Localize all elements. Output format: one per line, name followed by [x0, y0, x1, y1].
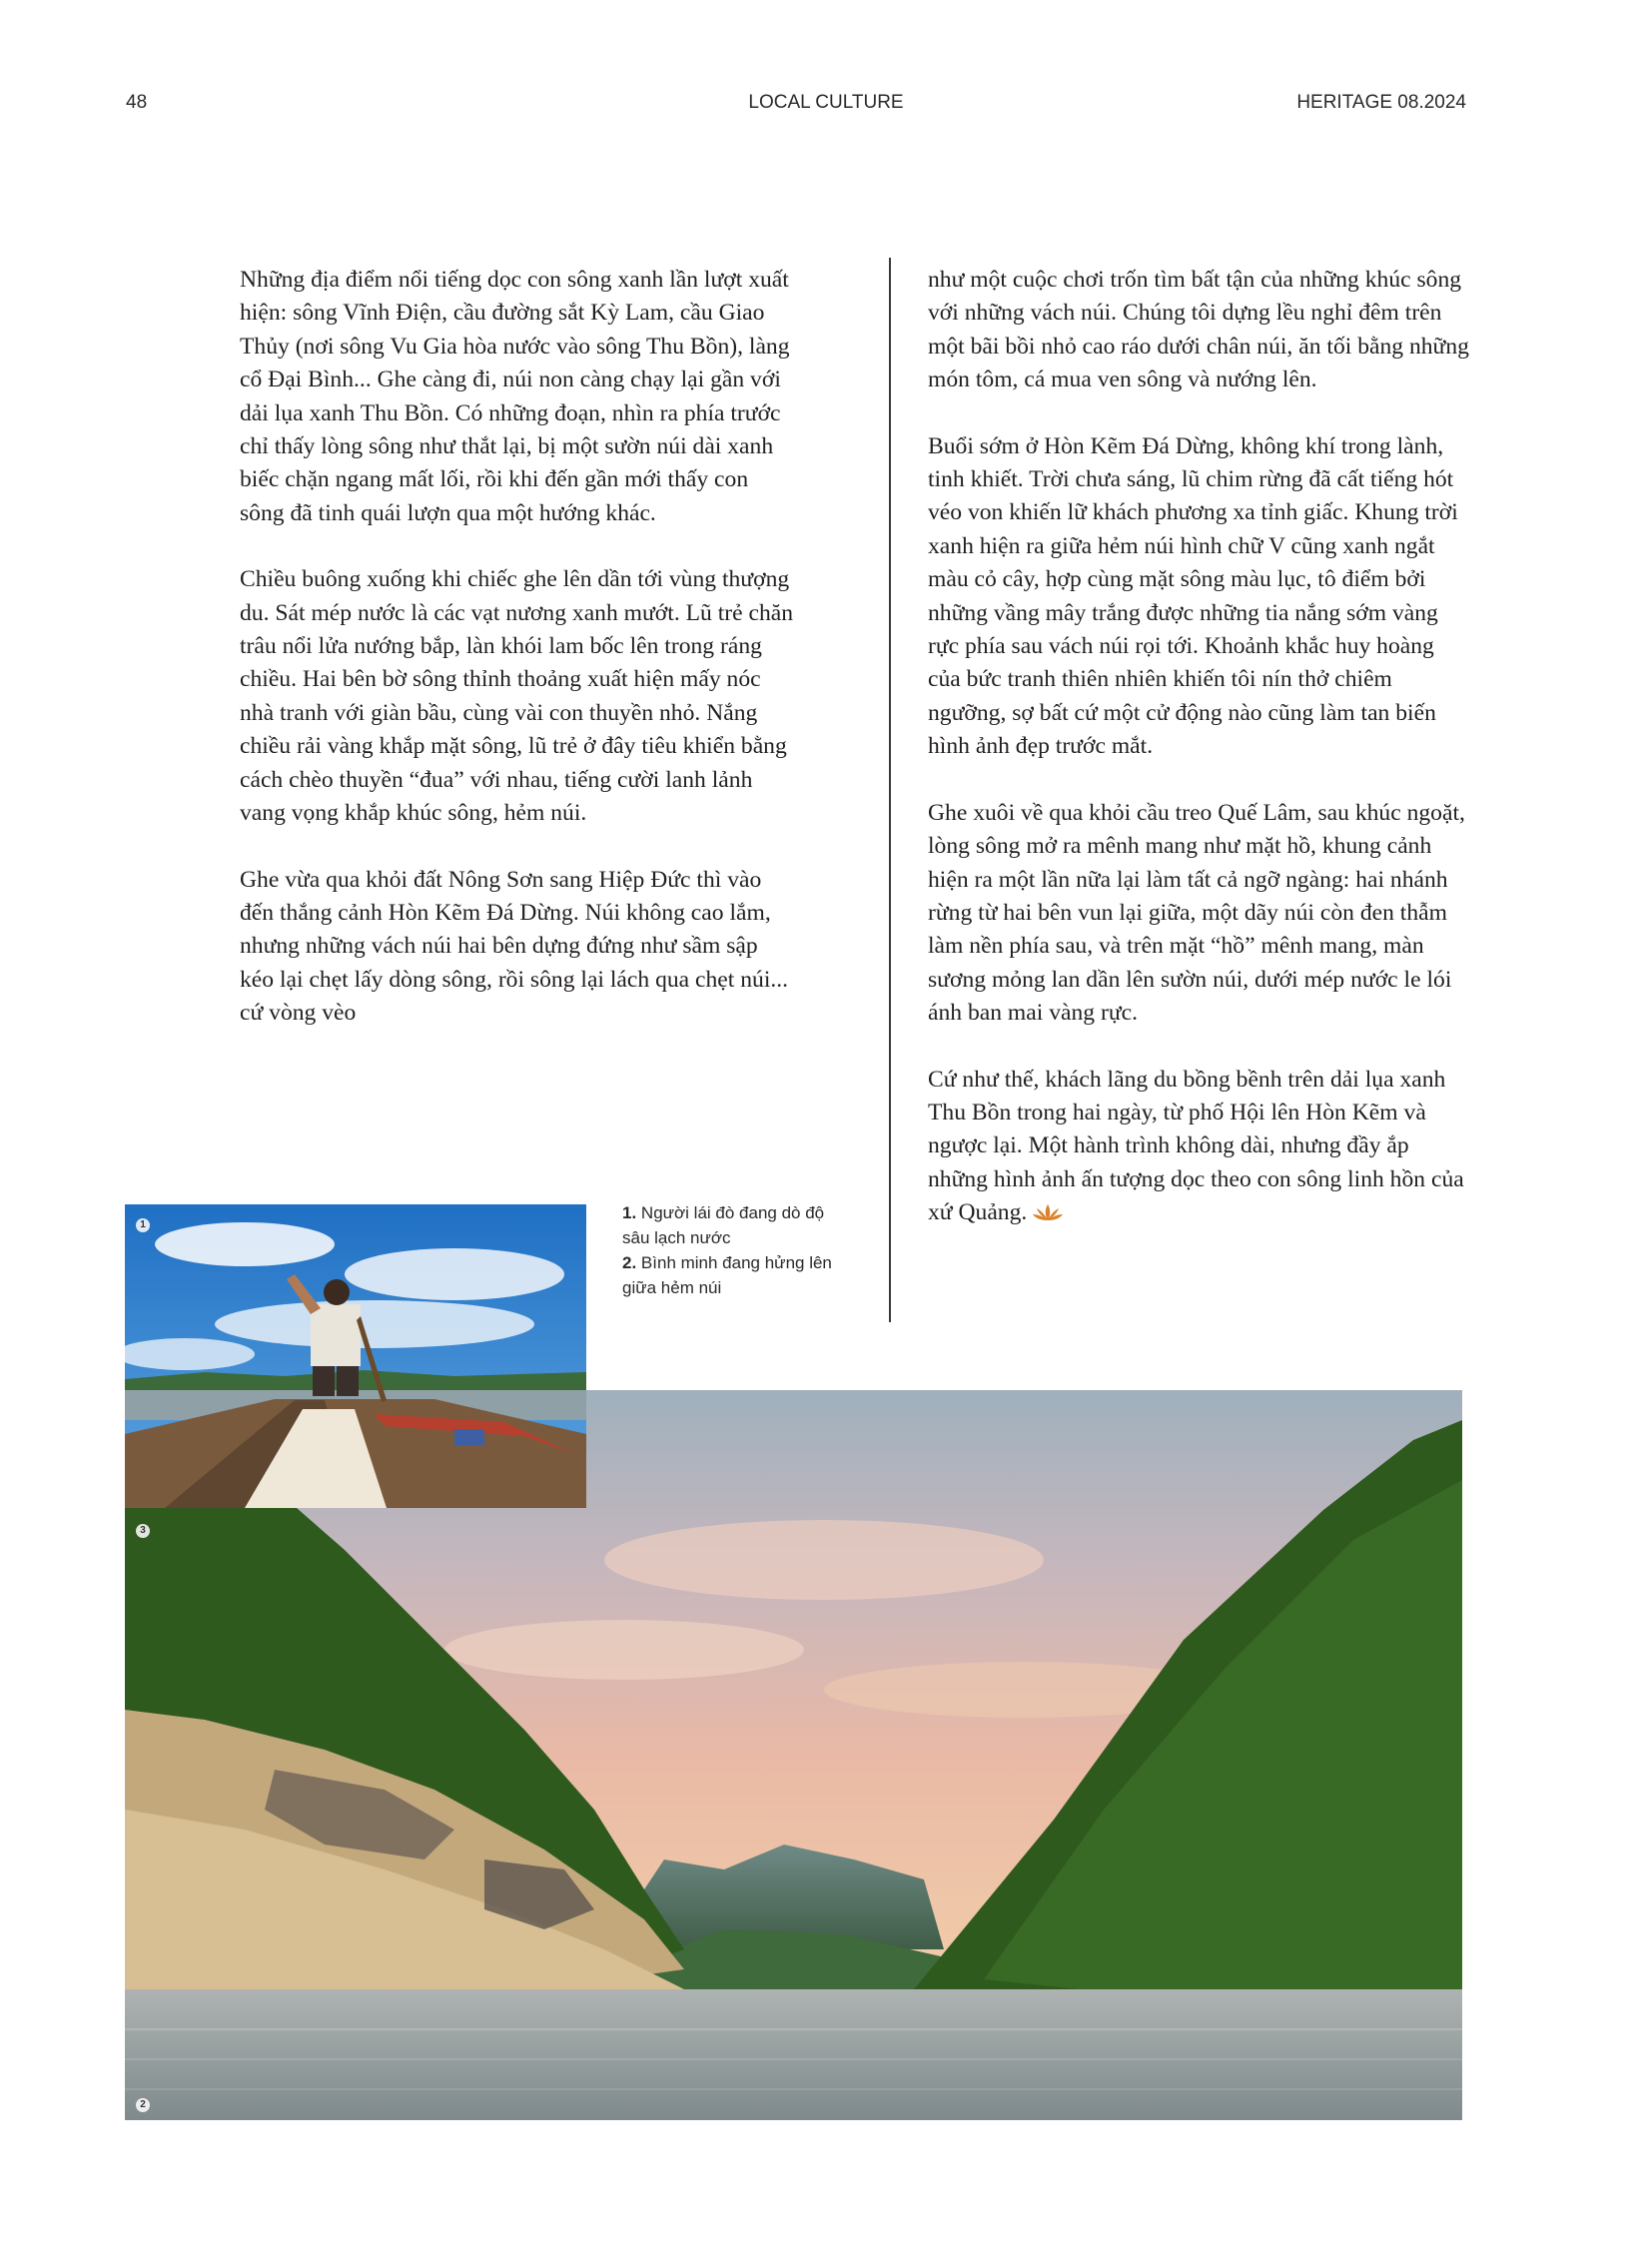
section-title: LOCAL CULTURE — [748, 92, 904, 113]
caption-number: 2. — [622, 1253, 637, 1272]
caption-text: Bình minh đang hửng lên giữa hẻm núi — [622, 1253, 832, 1297]
caption-text: Người lái đò đang dò độ sâu lạch nước — [622, 1203, 825, 1247]
article-left-column — [240, 264, 794, 1064]
paragraph: Chiều buông xuống khi chiếc ghe lên dần tới vùng thượng du. Sát mép nước là các vạt nương xanh mướt. Lũ trẻ chăn trâu nổi lửa nướng bắp, làn khói lam bốc lên trong ráng chiều. Hai bên bờ sông thỉnh thoảng xuất hiện mấy nóc nhà tranh với giàn bầu, cùng vài con thuyền nhỏ. Nắng chiều rải vàng khắp mặt sông, lũ trẻ ở đây tiêu khiển bằng cách chèo thuyền “đua” với nhau, tiếng cười lanh lảnh vang vọng khắp khúc sông, hẻm núi. — [240, 566, 794, 827]
caption-2 — [622, 1250, 852, 1300]
paragraph: Những địa điểm nổi tiếng dọc con sông xanh lần lượt xuất hiện: sông Vĩnh Điện, cầu đường sắt Kỳ Lam, cầu Giao Thủy (nơi sông Vu Gia hòa nước vào sông Thu Bồn), làng cổ Đại Bình... Ghe càng đi, núi non càng chạy lại gần với dải lụa xanh Thu Bồn. Có những đoạn, nhìn ra phía trước chỉ thấy lòng sông như thắt lại, bị một sườn núi dài xanh biếc chặn ngang mất lối, rồi khi đến gần mới thấy con sông đã tinh quái lượn qua một hướng khác. — [240, 267, 790, 526]
paragraph-text: Cứ như thế, khách lãng du bồng bềnh trên dải lụa xanh Thu Bồn trong hai ngày, từ phố Hội lên Hòn Kẽm và ngược lại. Một hành trình không dài, nhưng đầy ắp những hình ảnh ấn tượng dọc theo con sông linh hồn của xứ Quảng. — [928, 1066, 1464, 1226]
page-number: 48 — [126, 92, 148, 113]
caption-1 — [622, 1200, 852, 1250]
photo-marker: 2 — [136, 2098, 150, 2112]
lotus-end-mark-icon — [1033, 1199, 1063, 1232]
photo-captions — [622, 1200, 852, 1300]
paragraph: như một cuộc chơi trốn tìm bất tận của những khúc sông với những vách núi. Chúng tôi dựng lều nghỉ đêm trên một bãi bồi nhỏ cao ráo dưới chân núi, ăn tối bằng những món tôm, cá mua ven sông và nướng lên. — [928, 267, 1469, 393]
photo-marker: 1 — [136, 1218, 150, 1232]
paragraph-last — [928, 1064, 1472, 1233]
paragraph: Ghe xuôi về qua khỏi cầu treo Quế Lâm, sau khúc ngoặt, lòng sông mở ra mênh mang như mặt hồ, khung cảnh hiện ra một lần nữa lại làm tất cả ngỡ ngàng: hai nhánh rừng từ hai bên vun lại giữa, một dãy núi còn đen thẫm làm nền phía sau, và trên mặt “hồ” mênh mang, màn sương mỏng lan dần lên sườn núi, dưới mép nước le lói ánh ban mai vàng rực. — [928, 799, 1465, 1027]
paragraph: Buổi sớm ở Hòn Kẽm Đá Dừng, không khí trong lành, tinh khiết. Trời chưa sáng, lũ chim rừng đã cất tiếng hót véo von khiến lữ khách phương xa tỉnh giấc. Khung trời xanh hiện ra giữa hẻm núi hình chữ V cũng xanh ngắt màu cỏ cây, hợp cùng mặt sông màu lục, tô điểm bởi những vầng mây trắng được những tia nắng sớm vàng rực phía sau vách núi rọi tới. Khoảnh khắc huy hoàng của bức tranh thiên nhiên khiến tôi nín thở chiêm ngưỡng, sợ bất cứ một cử động nào cũng làm tan biến hình ảnh đẹp trước mắt. — [928, 432, 1458, 760]
boatman-photo — [125, 1204, 586, 1508]
photo-marker: 3 — [136, 1524, 150, 1538]
page-header — [0, 92, 1652, 122]
issue-label: HERITAGE 08.2024 — [1296, 92, 1466, 113]
column-divider — [889, 258, 891, 1322]
article-right-column — [928, 264, 1472, 1266]
paragraph: Ghe vừa qua khỏi đất Nông Sơn sang Hiệp Đức thì vào đến thắng cảnh Hòn Kẽm Đá Dừng. Núi không cao lắm, nhưng những vách núi hai bên dựng đứng như sầm sập kéo lại chẹt lấy dòng sông, rồi sông lại lách qua chẹt núi... cứ vòng vèo — [240, 866, 789, 1027]
caption-number: 1. — [622, 1203, 637, 1222]
